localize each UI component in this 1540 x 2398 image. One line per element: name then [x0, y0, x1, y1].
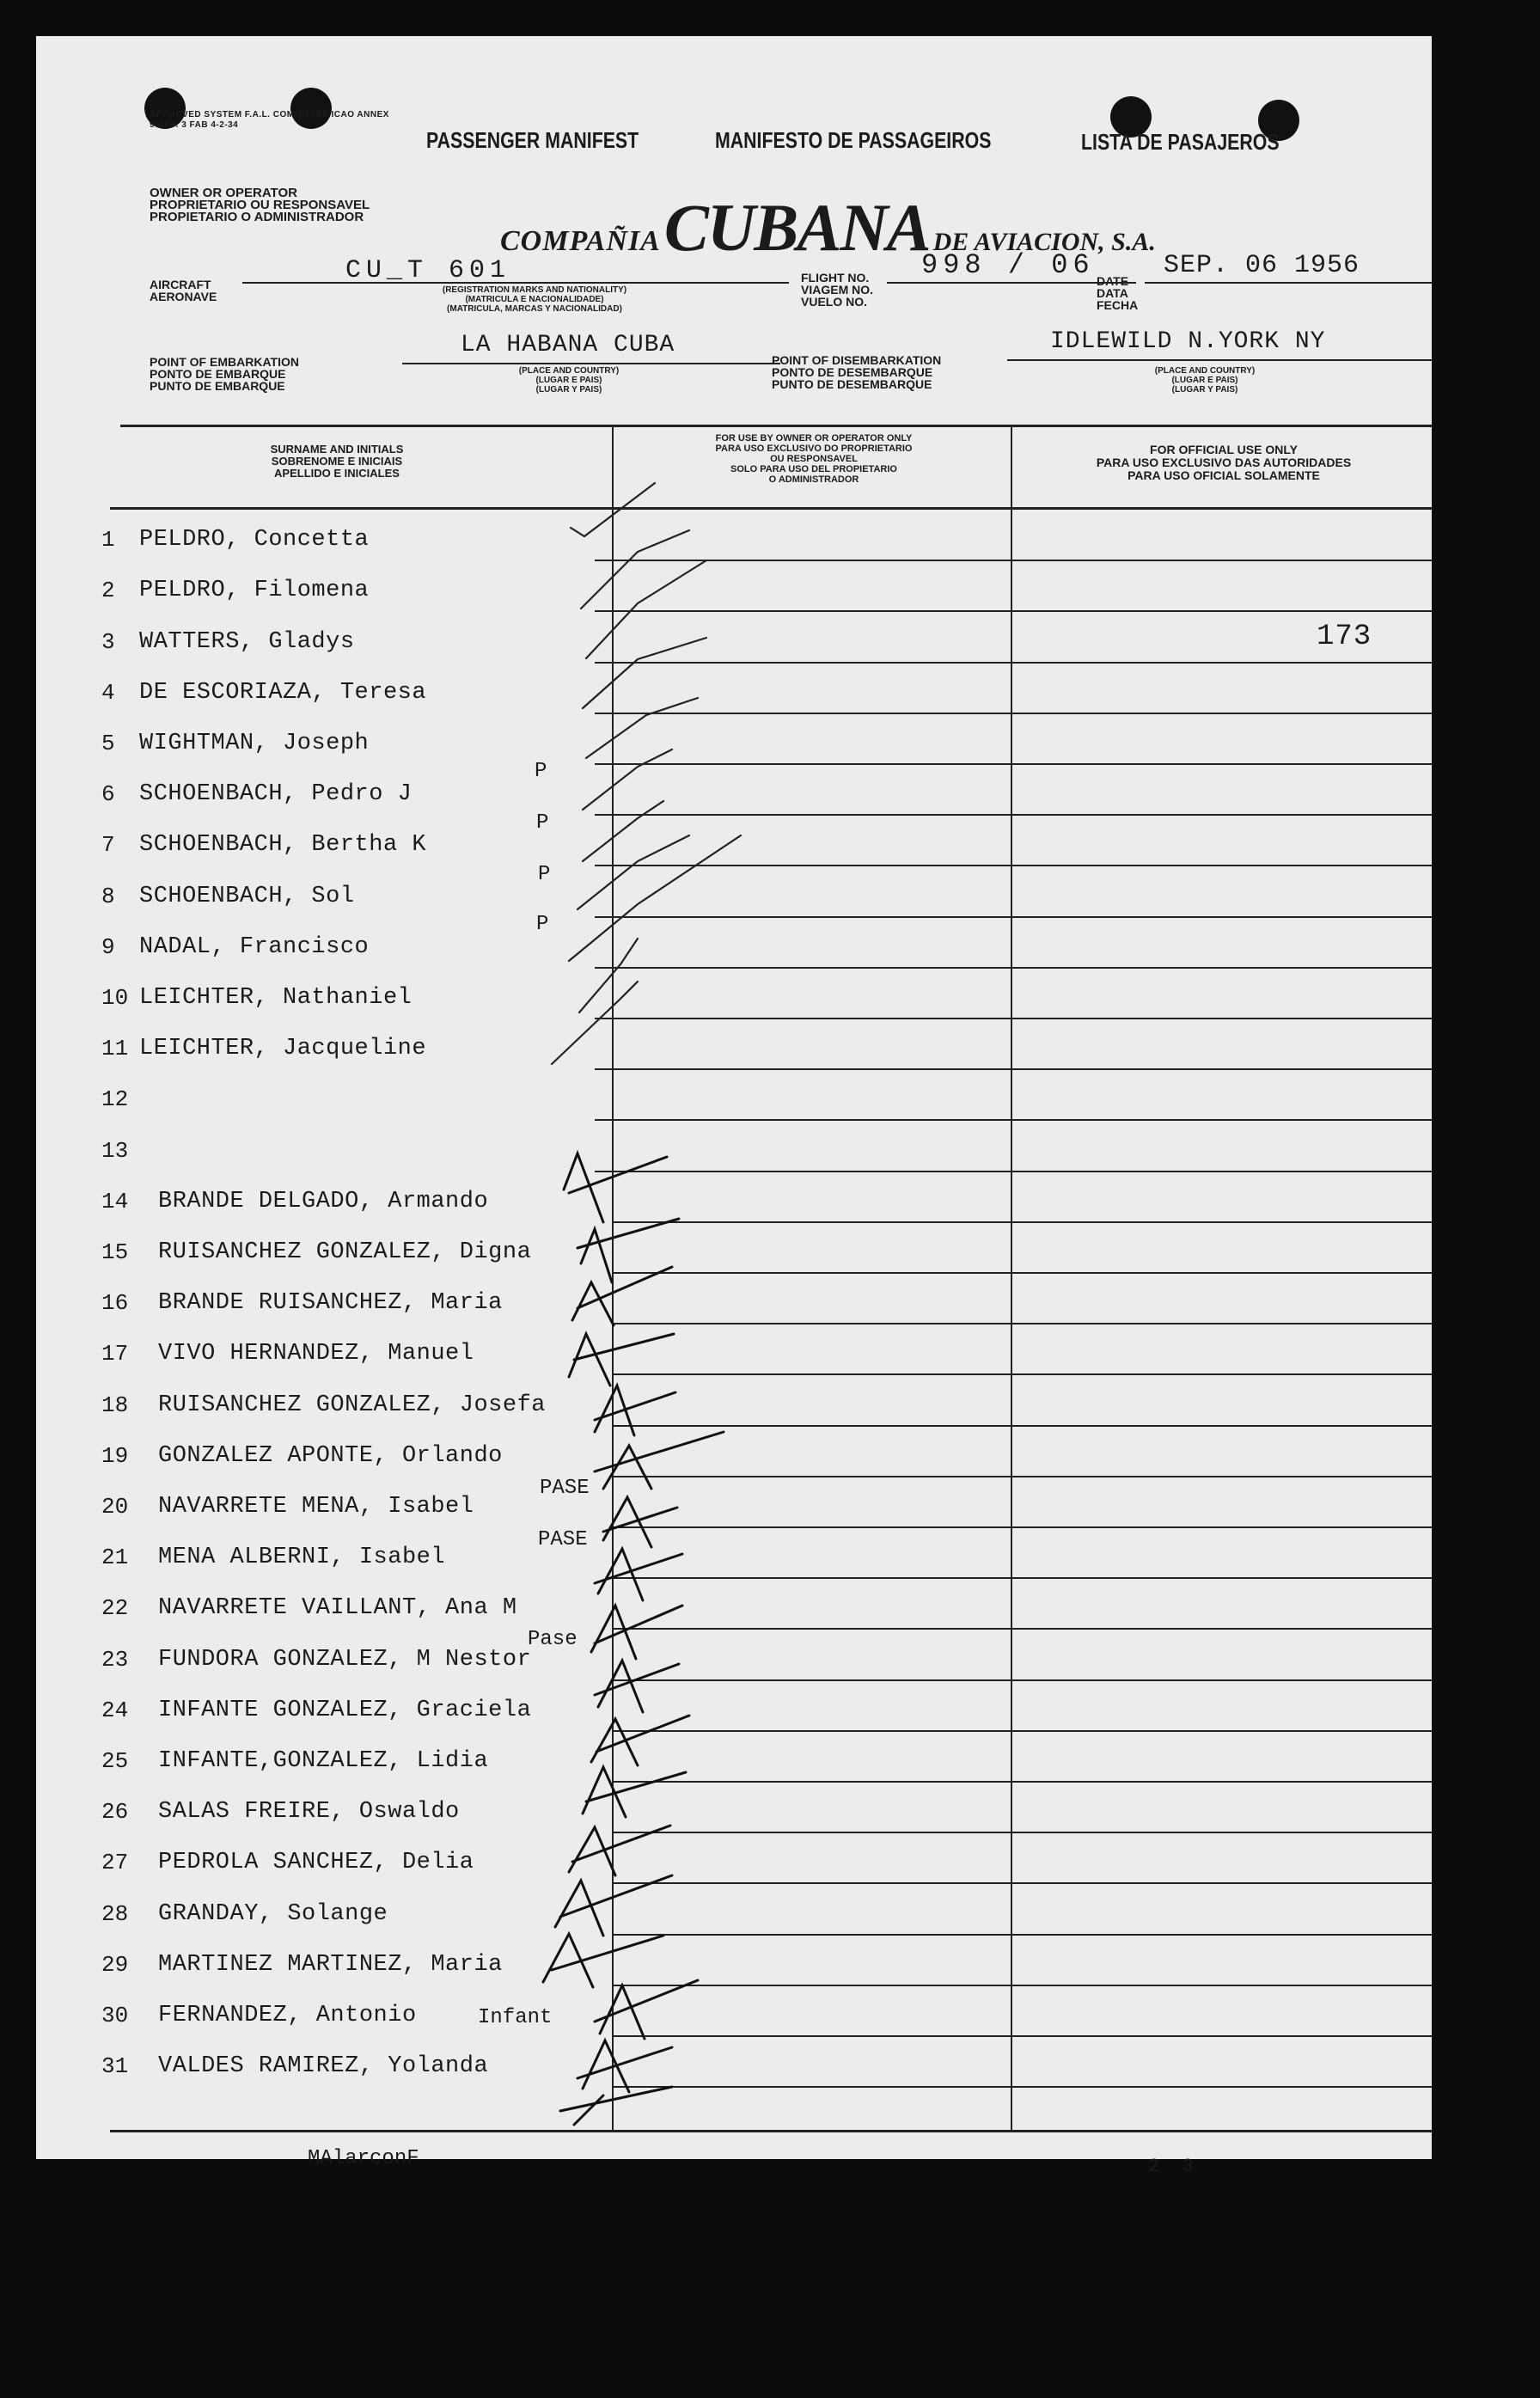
- row-number: 5: [101, 730, 115, 756]
- margin-mark-pase: Pase: [528, 1628, 578, 1651]
- disembarkation-caption: (PLACE AND COUNTRY) (LUGAR E PAIS) (LUGAR Y PAIS): [1154, 366, 1256, 395]
- embarkation-caption: (PLACE AND COUNTRY) (LUGAR E PAIS) (LUGAR Y PAIS): [518, 366, 620, 395]
- aircraft-caption: (REGISTRATION MARKS AND NATIONALITY) (MATRICULA E NACIONALIDADE) (MATRICULA, MARCAS Y NACIONALIDAD): [442, 285, 627, 314]
- row-number: 6: [101, 781, 115, 808]
- footer-signature: MAlarconF: [308, 2147, 419, 2170]
- row-number: 21: [101, 1545, 129, 1571]
- table-bottom-rule: [110, 2130, 1432, 2132]
- aircraft-value: CU_T 601: [345, 256, 511, 285]
- company-name-suffix: DE AVIACION, S.A.: [932, 228, 1156, 256]
- disembarkation-value: IDLEWILD N.YORK NY: [1050, 328, 1326, 355]
- passenger-name: BRANDE DELGADO, Armando: [158, 1188, 489, 1214]
- row-number: 22: [101, 1595, 129, 1622]
- margin-mark-p: P: [538, 863, 551, 886]
- owner-label: OWNER OR OPERATOR PROPRIETARIO OU RESPONSAVEL PROPIETARIO O ADMINISTRADOR: [150, 186, 370, 224]
- passenger-name: SCHOENBACH, Pedro J: [139, 781, 412, 808]
- row-number: 31: [101, 2053, 129, 2080]
- margin-mark-p: P: [536, 913, 549, 936]
- row-number: 14: [101, 1188, 129, 1214]
- row-number: 2: [101, 578, 115, 604]
- passenger-name: VALDES RAMIREZ, Yolanda: [158, 2053, 489, 2080]
- row-number: 16: [101, 1290, 129, 1317]
- column-header-official: FOR OFFICIAL USE ONLY PARA USO EXCLUSIVO DAS AUTORIDADES PARA USO OFICIAL SOLAMENTE: [1096, 443, 1352, 482]
- row-number: 26: [101, 1799, 129, 1826]
- row-number: 4: [101, 679, 115, 706]
- flight-label: FLIGHT NO. VIAGEM NO. VUELO NO.: [801, 271, 874, 309]
- embarkation-value: LA HABANA CUBA: [461, 332, 675, 358]
- title-portuguese: MANIFESTO DE PASSAGEIROS: [715, 127, 992, 153]
- passenger-name: GONZALEZ APONTE, Orlando: [158, 1442, 503, 1469]
- passenger-name: SCHOENBACH, Sol: [139, 883, 355, 909]
- official-note: 173: [1317, 621, 1372, 653]
- row-number: 12: [101, 1086, 129, 1113]
- disembarkation-label: POINT OF DISEMBARKATION PONTO DE DESEMBARQUE PUNTO DE DESEMBARQUE: [772, 353, 942, 391]
- row-number: 7: [101, 832, 115, 859]
- row-number: 30: [101, 2002, 129, 2028]
- passenger-name: FUNDORA GONZALEZ, M Nestor: [158, 1646, 532, 1673]
- column-header-names: SURNAME AND INITIALS SOBRENOME E INICIAIS APELLIDO E INICIALES: [270, 443, 404, 480]
- row-number: 1: [101, 527, 115, 554]
- page-number: 2 3: [1148, 2156, 1194, 2177]
- margin-mark-pase: PASE: [540, 1477, 590, 1500]
- row-number: 27: [101, 1850, 129, 1876]
- row-number: 10: [101, 984, 129, 1011]
- row-number: 23: [101, 1646, 129, 1673]
- row-number: 19: [101, 1442, 129, 1469]
- row-number: 20: [101, 1493, 129, 1520]
- row-number: 17: [101, 1341, 129, 1367]
- passenger-name: RUISANCHEZ GONZALEZ, Digna: [158, 1239, 532, 1265]
- title-english: PASSENGER MANIFEST: [426, 127, 639, 153]
- row-number: 9: [101, 933, 115, 960]
- manifest-sheet: [36, 36, 1432, 2177]
- margin-mark-p: P: [535, 760, 547, 783]
- passenger-name: PEDROLA SANCHEZ, Delia: [158, 1850, 474, 1876]
- passenger-name: INFANTE GONZALEZ, Graciela: [158, 1697, 532, 1723]
- company-name-prefix: COMPAÑIA: [500, 225, 661, 257]
- row-number: 18: [101, 1392, 129, 1418]
- passenger-name: MARTINEZ MARTINEZ, Maria: [158, 1951, 503, 1978]
- embarkation-label: POINT OF EMBARKATION PONTO DE EMBARQUE PUNTO DE EMBARQUE: [150, 355, 299, 393]
- aircraft-label: AIRCRAFT AERONAVE: [150, 278, 217, 303]
- row-number: 24: [101, 1697, 129, 1723]
- handwritten-marks: [36, 36, 1432, 2159]
- row-number: 8: [101, 883, 115, 909]
- column-header-owner: FOR USE BY OWNER OR OPERATOR ONLY PARA USO EXCLUSIVO DO PROPRIETARIO OU RESPONSAVEL SOLO PARA USO DEL PROPIETARIO O ADMINISTRADOR: [715, 433, 913, 485]
- row-number: 29: [101, 1951, 129, 1978]
- passenger-name: WIGHTMAN, Joseph: [139, 730, 370, 756]
- passenger-name: RUISANCHEZ GONZALEZ, Josefa: [158, 1392, 546, 1418]
- row-number: 28: [101, 1900, 129, 1927]
- passenger-name: MENA ALBERNI, Isabel: [158, 1545, 446, 1571]
- margin-mark-pase: PASE: [538, 1528, 588, 1551]
- margin-mark-p: P: [536, 811, 549, 835]
- passenger-name: BRANDE RUISANCHEZ, Maria: [158, 1290, 503, 1317]
- passenger-name: NAVARRETE MENA, Isabel: [158, 1493, 474, 1520]
- passenger-name: WATTERS, Gladys: [139, 628, 355, 655]
- row-number: 25: [101, 1747, 129, 1774]
- company-name-main: CUBANA: [663, 190, 930, 265]
- date-value: SEP. 06 1956: [1164, 251, 1360, 280]
- passenger-name: LEICHTER, Jacqueline: [139, 1036, 427, 1062]
- passenger-name: NADAL, Francisco: [139, 933, 370, 960]
- row-number: 13: [101, 1137, 129, 1164]
- approval-note: APPROVED SYSTEM F.A.L. COMMITTEE ICAO ANNEX 9-APP. 3 FAB 4-2-34: [150, 110, 389, 130]
- passenger-name: PELDRO, Concetta: [139, 527, 370, 554]
- row-number: 11: [101, 1036, 129, 1062]
- row-number: 15: [101, 1239, 129, 1265]
- passenger-name: SALAS FREIRE, Oswaldo: [158, 1799, 460, 1826]
- flight-value: 998 / 06: [921, 249, 1095, 281]
- passenger-name: INFANTE,GONZALEZ, Lidia: [158, 1747, 489, 1774]
- title-spanish: LISTA DE PASAJEROS: [1081, 129, 1280, 155]
- passenger-name: GRANDAY, Solange: [158, 1900, 388, 1927]
- date-label: DATE DATA FECHA: [1097, 274, 1139, 312]
- row-number: 3: [101, 628, 115, 655]
- passenger-name: DE ESCORIAZA, Teresa: [139, 679, 427, 706]
- passenger-name: FERNANDEZ, Antonio: [158, 2002, 417, 2028]
- passenger-name: PELDRO, Filomena: [139, 578, 370, 604]
- passenger-name: VIVO HERNANDEZ, Manuel: [158, 1341, 474, 1367]
- passenger-name: LEICHTER, Nathaniel: [139, 984, 412, 1011]
- margin-mark-infant: Infant: [478, 2006, 553, 2029]
- passenger-name: NAVARRETE VAILLANT, Ana M: [158, 1595, 517, 1622]
- passenger-name: SCHOENBACH, Bertha K: [139, 832, 427, 859]
